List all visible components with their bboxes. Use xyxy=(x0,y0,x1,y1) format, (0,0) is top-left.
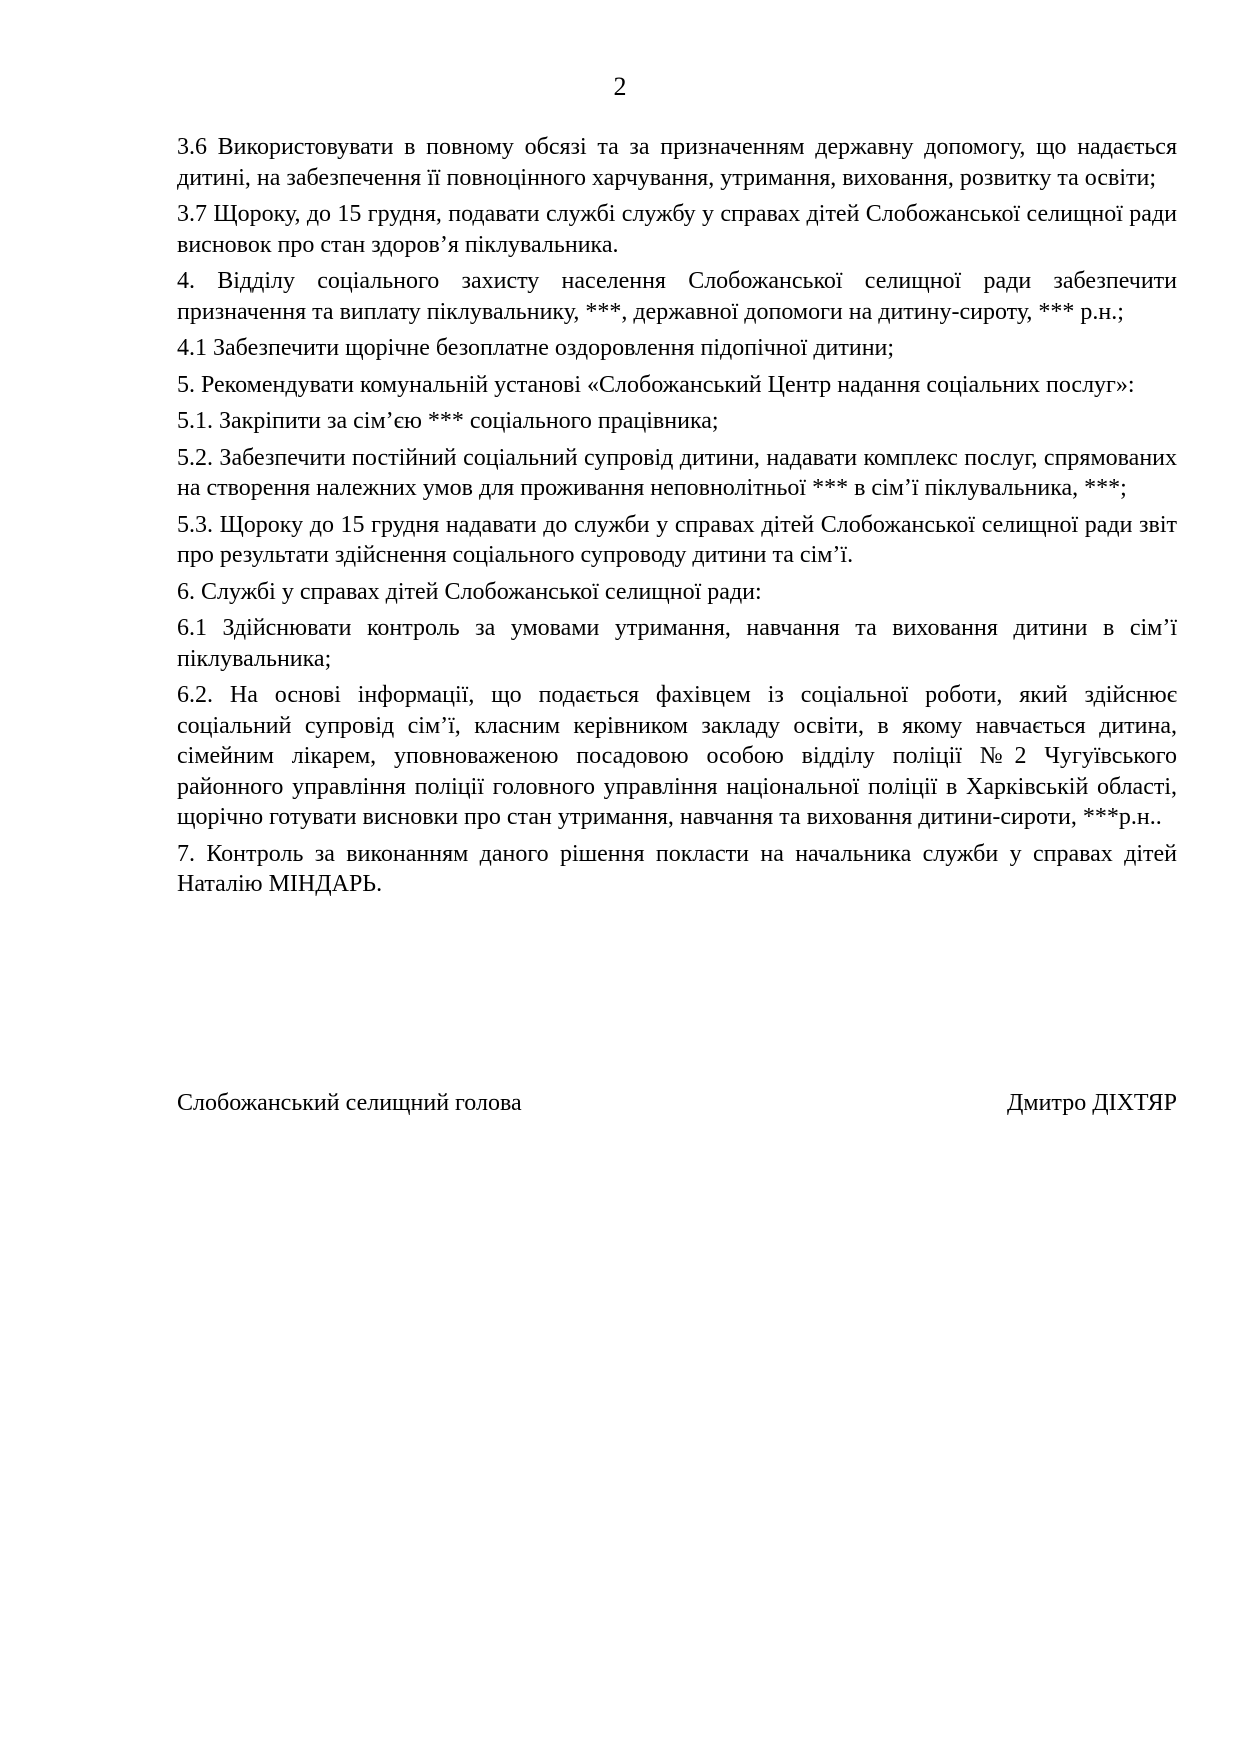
paragraph-6: 6. Службі у справах дітей Слобожанської селищної ради: xyxy=(177,578,762,605)
signatory-position: Слобожанський селищний голова xyxy=(177,1090,522,1116)
paragraph-4: 4. Відділу соціального захисту населення Слобожанської селищної ради забезпечити призначення та виплату піклувальнику, ***, державної допомоги на дитину-сироту, *** р.н.; xyxy=(177,268,1177,325)
paragraph-6-1: 6.1 Здійснювати контроль за умовами утримання, навчання та виховання дитини в сім’ї піклувальника; xyxy=(177,615,1177,672)
paragraph-5-2: 5.2. Забезпечити постійний соціальний супровід дитини, надавати комплекс послуг, спрямованих на створення належних умов для проживання неповнолітньої *** в сім’ї піклувальника, ***; xyxy=(177,444,1177,501)
document-body xyxy=(177,132,1177,906)
signatory-name: Дмитро ДІХТЯР xyxy=(1007,1090,1177,1116)
paragraph-5-3: 5.3. Щороку до 15 грудня надавати до служби у справах дітей Слобожанської селищної ради звіт про результати здійснення соціального супроводу дитини та сім’ї. xyxy=(177,511,1177,568)
paragraph-5: 5. Рекомендувати комунальній установі «Слобожанський Центр надання соціальних послуг»: xyxy=(177,371,1135,398)
paragraph-6-2: 6.2. На основі інформації, що подається фахівцем із соціальної роботи, який здійснює соціальний супровід сім’ї, класним керівником закладу освіти, в якому навчається дитина, сімейним лікарем, уповноваженою посадовою особою відділу поліції №2 Чугуївського районного управління поліції головного управління національної поліції в Харківській області, щорічно готувати висновки про стан утримання, навчання та виховання дитини-сироти, ***р.н.. xyxy=(177,682,1177,830)
paragraph-5-1: 5.1. Закріпити за сім’єю *** соціального працівника; xyxy=(177,408,719,434)
page-number: 2 xyxy=(613,72,627,101)
signature-block xyxy=(177,1088,1177,1118)
paragraph-7: 7. Контроль за виконанням даного рішення покласти на начальника служби у справах дітей Наталію МІНДАРЬ. xyxy=(177,840,1177,897)
paragraph-3-7: 3.7 Щороку, до 15 грудня, подавати службі службу у справах дітей Слобожанської селищної ради висновок про стан здоров’я піклувальника. xyxy=(177,201,1177,258)
paragraph-4-1: 4.1 Забезпечити щорічне безоплатне оздоровлення підопічної дитини; xyxy=(177,335,895,361)
paragraph-3-6: 3.6 Використовувати в повному обсязі та за призначенням державну допомогу, що надається дитині, на забезпечення її повноцінного харчування, утримання, виховання, розвитку та освіти; xyxy=(177,134,1177,191)
